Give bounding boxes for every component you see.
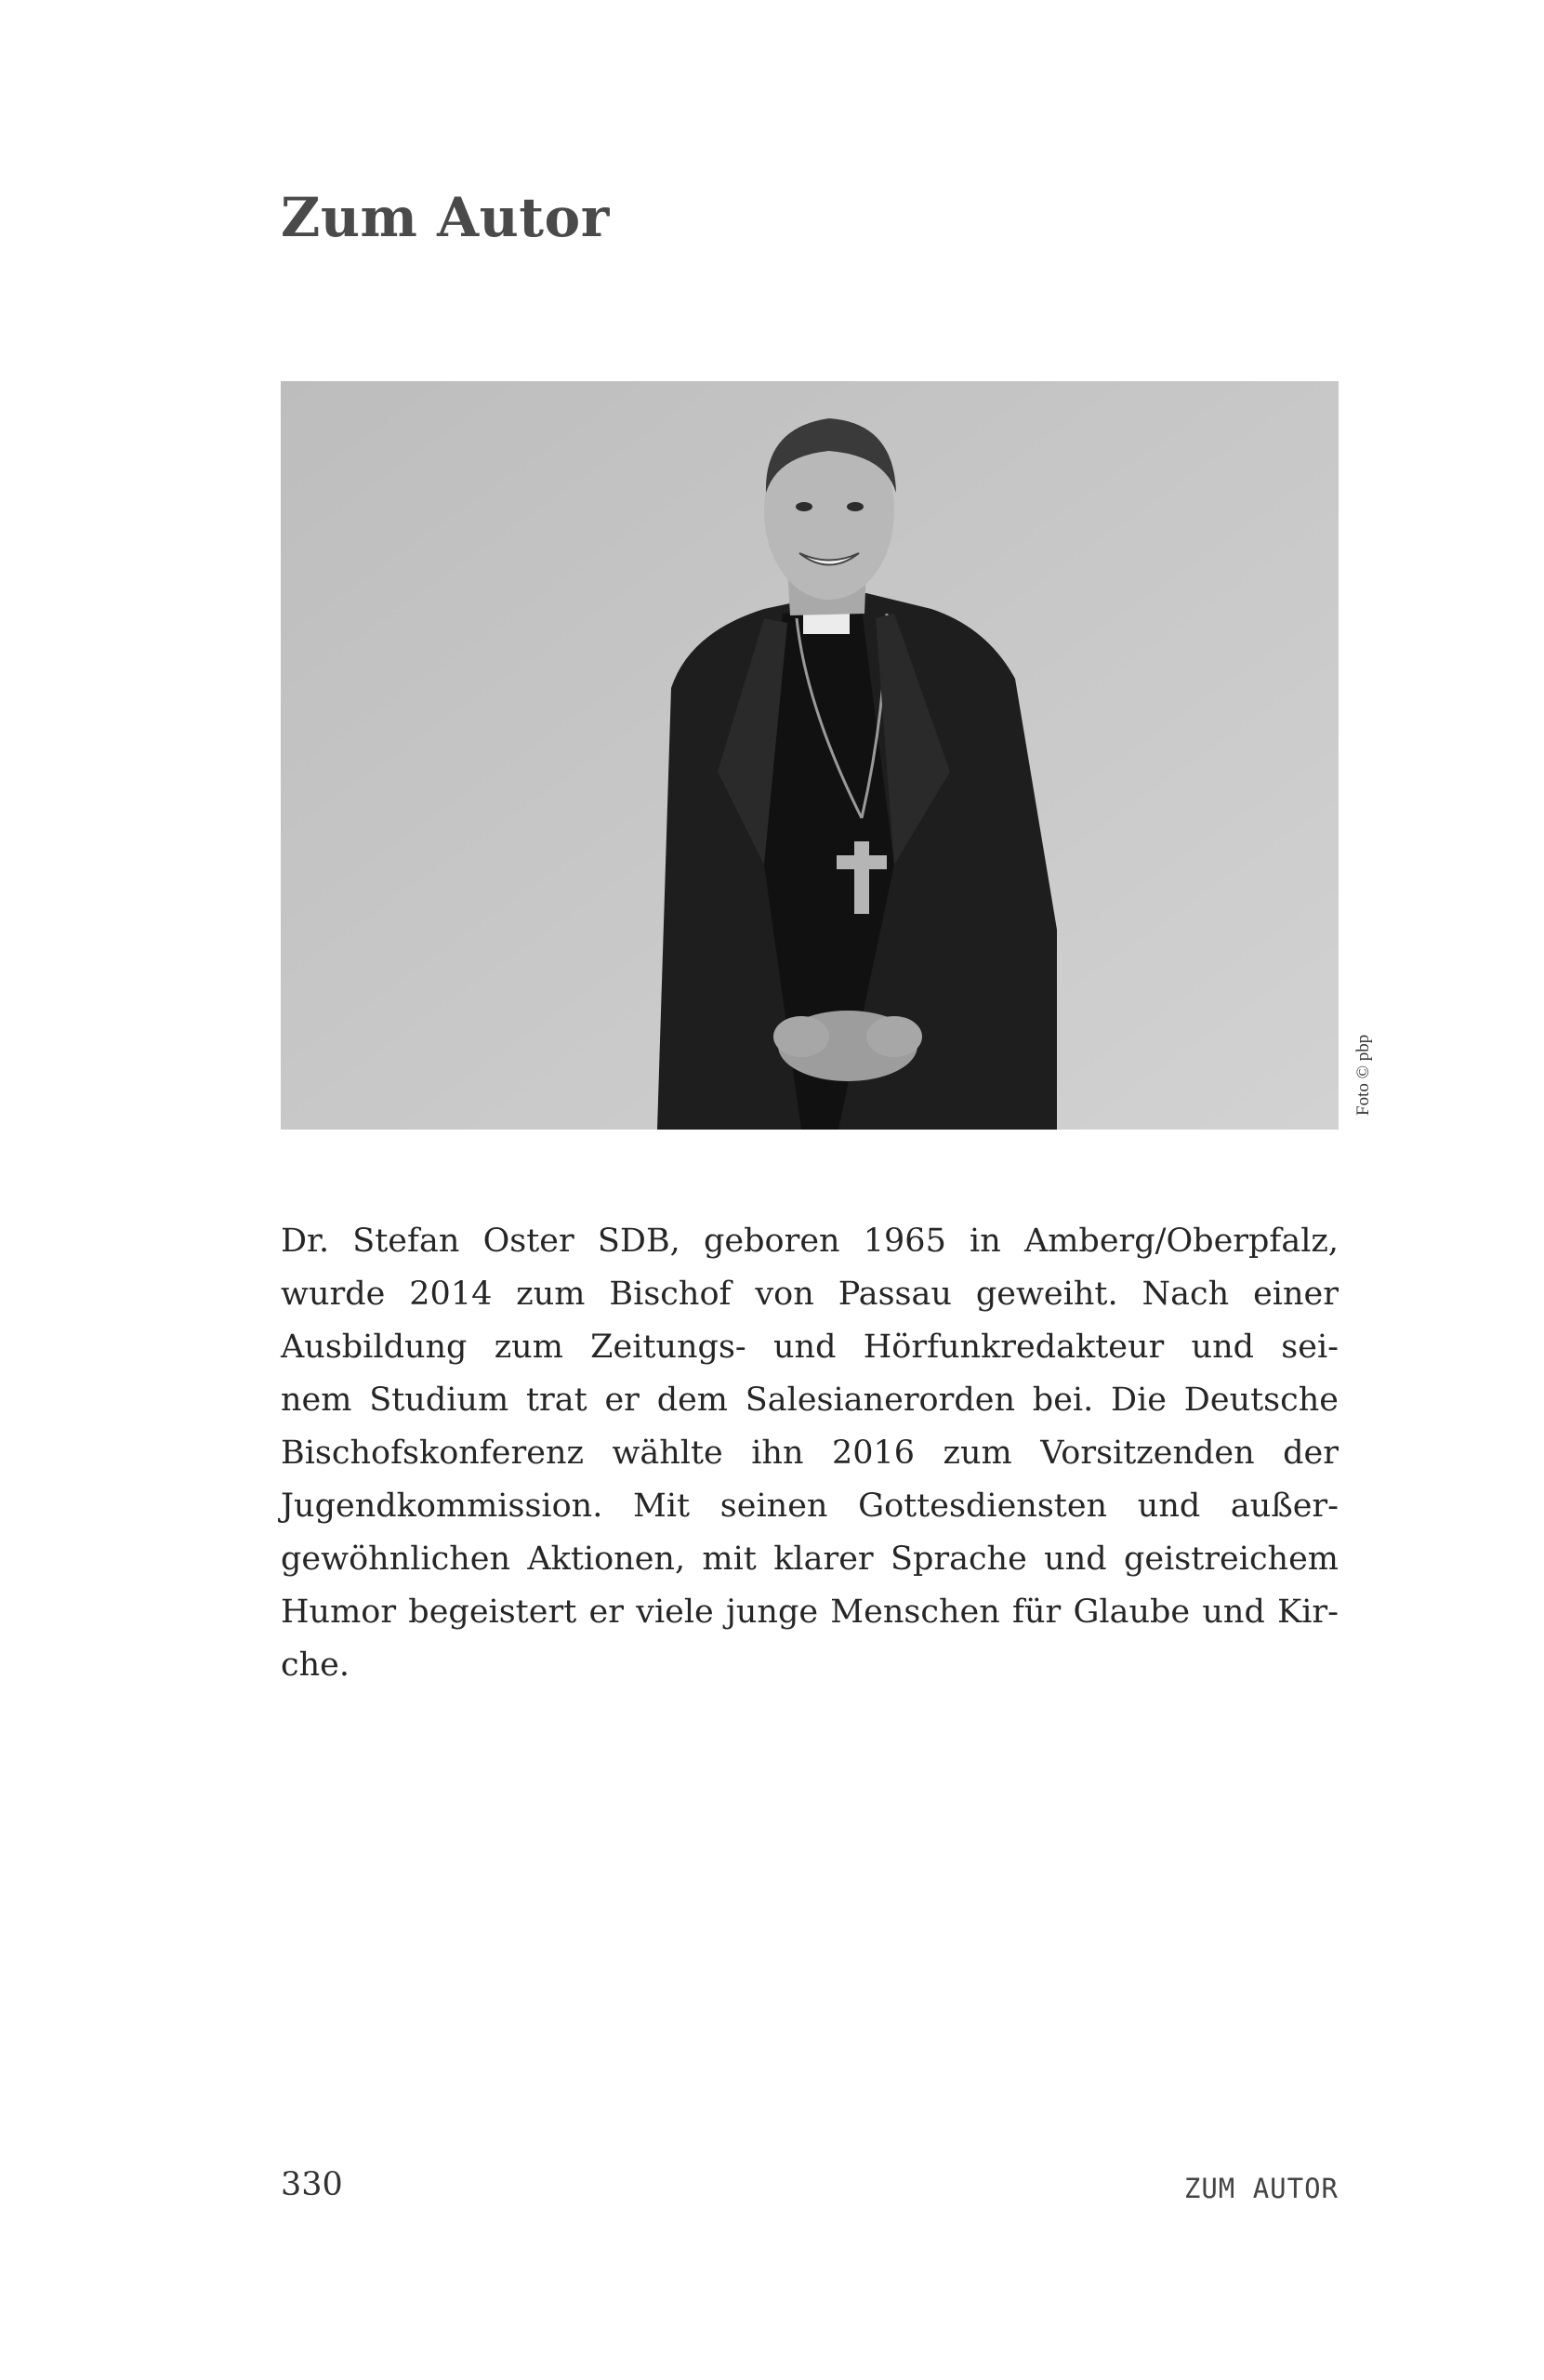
bio-line: Bischofskonferenz wählte ihn 2016 zum Vorsitzenden der xyxy=(281,1435,1339,1472)
bio-line: Dr. Stefan Oster SDB, geboren 1965 in Amberg/Oberpfalz, xyxy=(281,1223,1339,1260)
author-photo xyxy=(281,381,1339,1130)
bio-line: Jugendkommission. Mit seinen Gottesdiensten und außer- xyxy=(281,1488,1339,1525)
bio-line: che. xyxy=(281,1646,350,1684)
photo-credit: Foto © pbp xyxy=(1353,1034,1373,1116)
bio-line: nem Studium trat er dem Salesianerorden bei. Die Deutsche xyxy=(281,1382,1339,1419)
bio-line: Ausbildung zum Zeitungs- und Hörfunkredakteur und sei- xyxy=(281,1329,1339,1366)
page-title: Zum Autor xyxy=(281,186,610,249)
running-head: ZUM AUTOR xyxy=(1183,2173,1339,2204)
author-portrait-illustration xyxy=(281,381,1339,1130)
bio-line: gewöhnlichen Aktionen, mit klarer Sprache und geistreichem xyxy=(281,1540,1339,1578)
author-biography xyxy=(281,1215,1339,1692)
page-number: 330 xyxy=(281,2166,343,2203)
bio-line: wurde 2014 zum Bischof von Passau geweiht. Nach einer xyxy=(281,1276,1339,1313)
bio-line: Humor begeistert er viele junge Menschen für Glaube und Kir- xyxy=(281,1593,1339,1631)
